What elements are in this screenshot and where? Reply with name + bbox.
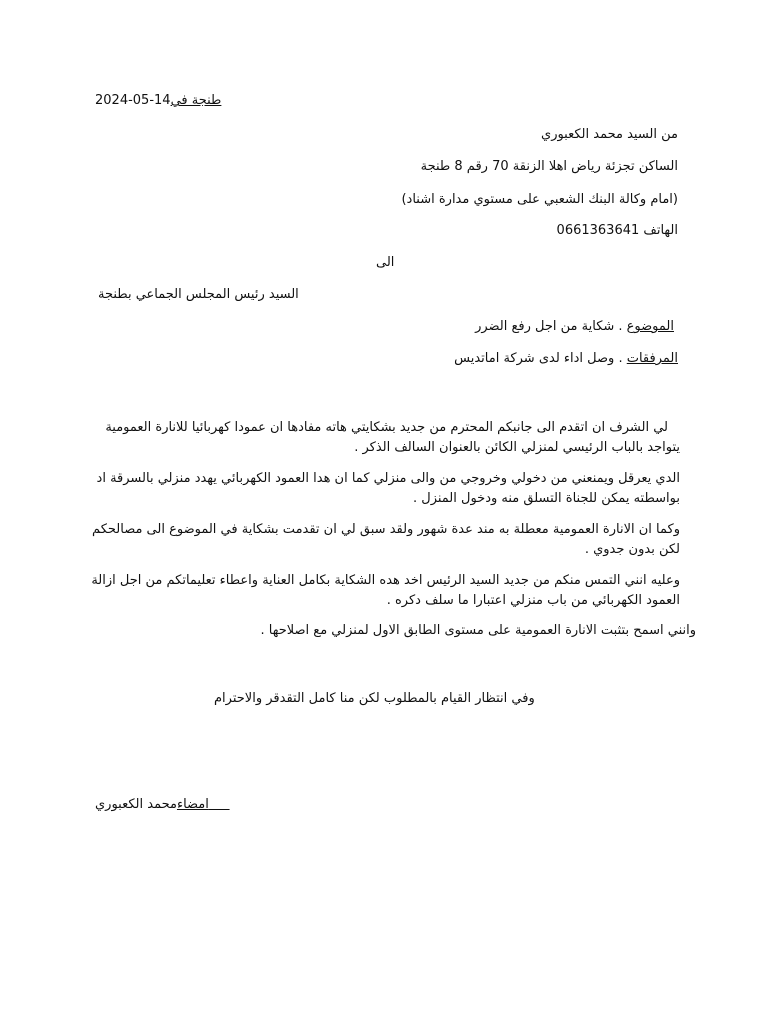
date-place-label: طنجة في	[170, 93, 222, 108]
subject-text: . شكاية من اجل رفع الضرر	[475, 319, 627, 334]
closing-line: وفي انتظار القيام بالمطلوب لكن منا كامل التقدقر والاحترام	[214, 691, 535, 706]
signature-line	[95, 796, 230, 814]
recipient-line: السيد رئيس المجلس الجماعي بطنجة	[98, 287, 299, 302]
body-paragraph-4: وعليه انني التمس منكم من جديد السيد الرئيس اخد هده الشكاية بكامل العناية واعطاء تعليماتكم من اجل ازالة العمود الكهربائي من باب منزلي اعتبارا ما سلف دكره .	[91, 573, 680, 608]
sender-from-line: من السيد محمد الكعبوري	[541, 127, 678, 142]
date-line	[95, 92, 221, 110]
body-paragraph-5: وانني اسمح بتثبت الانارة العمومية على مستوى الطابق الاول لمنزلي مع اصلاحها .	[260, 623, 696, 638]
signature-label-text: امضاء	[176, 797, 209, 812]
attachments-text: . وصل اداء لدى شركة اماتديس	[454, 351, 627, 366]
recipient-to-label: الى	[376, 255, 395, 270]
subject-line	[475, 318, 674, 336]
subject-label: الموضوع	[626, 319, 674, 334]
body-paragraph-1: لي الشرف ان اتقدم الى جانبكم المحترم من جديد بشكايتي هاته مفادها ان عمودا كهربائيا للانارة العمومية يتواجد بالباب الرئيسي لمنزلي الكائن بالعنوان السالف الذكر .	[105, 420, 680, 455]
signature-label	[177, 797, 230, 812]
body-paragraph-3: وكما ان الانارة العمومية معطلة به مند عدة شهور ولقد سبق لي ان تقدمت بشكاية في الموضوع الى مصالحكم لكن بدون جدوي .	[92, 522, 680, 557]
attachments-line	[454, 350, 678, 368]
body-paragraph-2: الدي يعرقل ويمنعني من دخولي وخروجي من والى منزلي كما ان هدا العمود الكهربائي يهدد منزلي بالسرقة اد بواسطته يمكن للجناة التسلق منه ودخول المنزل .	[96, 471, 680, 506]
sender-landmark-line: (امام وكالة البنك الشعبي على مستوي مدارة اشناد)	[401, 192, 678, 207]
date-value: 2024-05-14	[95, 93, 171, 108]
signature-name: محمد الكعبوري	[95, 797, 177, 812]
attachments-label: المرفقات	[626, 351, 678, 366]
sender-address-line: الساكن تجزئة رياض اهلا الزنقة 70 رقم 8 طنجة	[420, 159, 678, 174]
sender-phone-line: الهاتف 0661363641	[556, 223, 678, 238]
